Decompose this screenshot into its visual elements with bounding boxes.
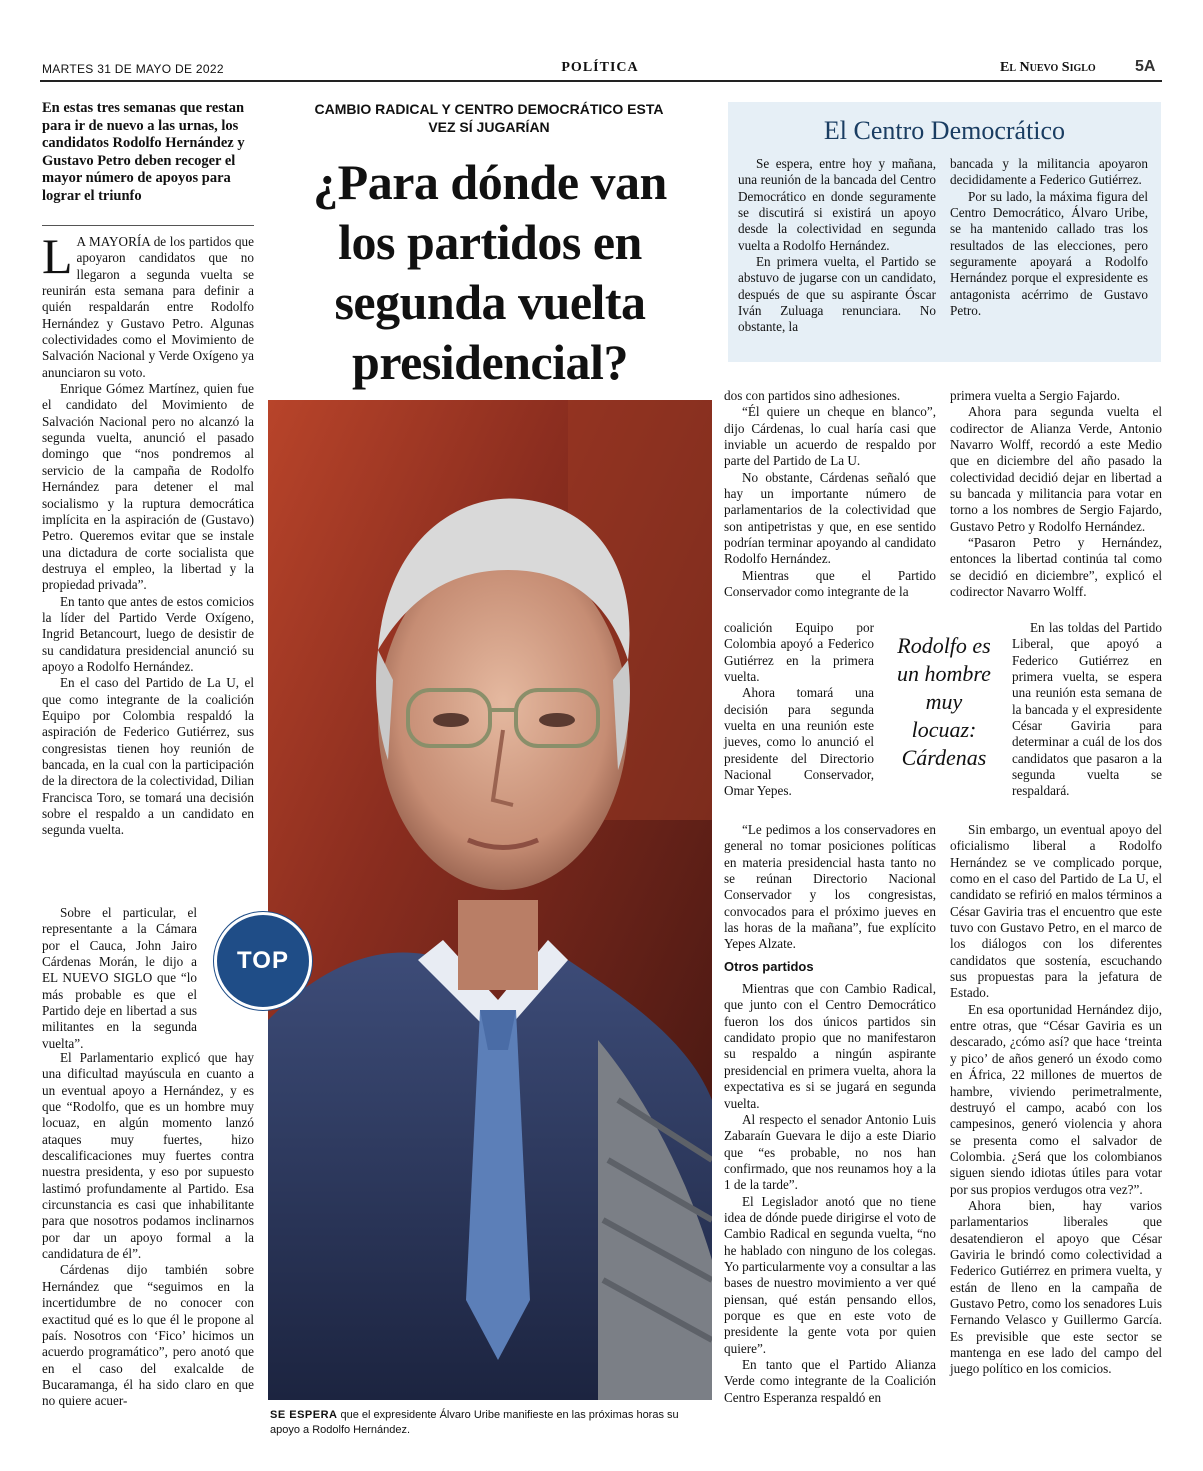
body-paragraph: Sobre el particular, el representante a la Cámara por el Cauca, John Jairo Cárdenas Morán, le dijo a EL NUEVO SIGLO que “lo más probable es que el Partido deje en libertad a sus militantes en la segunda vuelta”. [42,905,197,1051]
caption-label: SE ESPERA [270,1409,338,1421]
body-paragraph: Ahora tomará una decisión para segunda vuelta en una reunión este jueves, como lo anunció el presidente del Directorio Nacional Conservador, Omar Yepes. [724,685,874,799]
sidebar-column-left [738,156,936,336]
sidebar-title: El Centro Democrático [823,116,1066,145]
photo-caption [270,1408,710,1438]
body-paragraph: En las toldas del Partido Liberal, que apoyó a Federico Gutiérrez en primera vuelta, se espera una reunión esta semana de la bancada y el expresidente César Gaviria para determinar a cuál de los dos candidatos que pasaron a la segunda vuelta se respaldará. [1012,620,1162,799]
body-paragraph: Mientras que el Partido Conservador como integrante de la [724,567,936,600]
article-headline: ¿Para dónde van los partidos en segunda vuelta presidencial? [313,154,667,390]
section-name: POLÍTICA [561,60,639,75]
column-3-bottom [724,822,936,1406]
subhead: Otros partidos [724,958,814,974]
portrait-illustration [268,400,712,1400]
top-badge: TOP [214,912,312,1010]
body-paragraph: “Él quiere un cheque en blanco”, dijo Cárdenas, lo cual haría casi que inviable un acuerdo de respaldo por parte del Partido de La U. [724,404,936,469]
column-4-top [950,388,1162,600]
body-paragraph: Se espera, entre hoy y mañana, una reunión de la bancada del Centro Democrático en donde seguramente se discutirá si existirá un apoyo desde la colectividad en segunda vuelta a Rodolfo Hernández. [738,156,936,253]
body-paragraph: Por su lado, la máxima figura del Centro Democrático, Álvaro Uribe, se ha mantenido callado tras los resultados de las elecciones, pero seguramente apoyará a Rodolfo Hernández porque el expresidente es antagonista acérrimo de Gustavo Petro. [950,188,1148,319]
body-paragraph: Sin embargo, un eventual apoyo del oficialismo liberal a Rodolfo Hernández se ve complicado porque, como en el caso del Partido de La U, el candidato se refirió en malos términos a César Gaviria tras el encuentro que este tuvo con Gustavo Petro, en el marco de los diálogos con los diferentes candidatos que sostenía, escuchando sus propuestas para la jefatura de Estado. [950,822,1162,1001]
body-paragraph: Cárdenas dijo también sobre Hernández que “seguimos en la incertidumbre de no conocer con exactitud qué es lo que él le propone al país. Nosotros con ‘Fico’ hicimos un acuerdo programático”, pero anotó que en el caso del exalcalde de Bucaramanga, él ha sido claro en que no quiere acuer- [42,1262,254,1409]
column-4-beside-quote [1012,620,1162,800]
column-1-bottom [42,1050,254,1410]
sidebar-column-right [950,156,1148,319]
body-paragraph: dos con partidos sino adhesiones. [724,388,901,403]
body-paragraph: En esa oportunidad Hernández dijo, entre otras, que “César Gaviria es un descarado, ¿cómo así? que hace ‘treinta y pico’ de años generó un éxodo como en África, 22 millones de muertos de hambre, viviendo perimetralmente, destruyó el campo, acabó con los campesinos, generó violencia y ahora se presenta como el salvador de Colombia. ¿Será que los colombianos siguen siendo idiotas útiles para votar por sus propios verdugos otra vez?”. [950,1001,1162,1197]
page-number: 5A [1135,58,1156,75]
body-paragraph: “Pasaron Petro y Hernández, entonces la libertad continúa tal como se decidió en diciembre”, explicó el codirector Navarro Wolff. [950,535,1162,600]
column-3-beside-quote [724,620,874,800]
column-1-beside-badge [42,905,197,1052]
article-lead: En estas tres semanas que restan para ir de nuevo a las urnas, los candidatos Rodolfo Hernández y Gustavo Petro deben recoger el mayor número de apoyos para lograr el triunfo [42,100,245,204]
body-paragraph: El Legislador anotó que no tiene idea de dónde puede dirigirse el voto de Cambio Radical en segunda vuelta, “no he hablado con ninguno de los colegas. Yo particularmente voy a consultar a las bases de nuestro movimiento a ver qué piensan, qué están pensando ellos, porque es que en este voto de presidente la gente vota por quien quiere”. [724,1193,936,1356]
body-paragraph: coalición Equipo por Colombia apoyó a Federico Gutiérrez en la primera vuelta. [724,620,874,685]
body-paragraph: El Parlamentario explicó que hay una dificultad mayúscula en cuanto a un eventual apoyo a Hernández, y es que “Rodolfo, que es un hombre muy locuaz, en algún momento lanzó ataques muy fuertes, hizo descalificaciones muy fuertes contra nuestra presidenta, y eso por supuesto lastimó profundamente al Partido. Esa circunstancia es casi que inhabilitante para que nosotros podamos inclinarnos por dar un apoyo formal a la candidatura de él”. [42,1050,254,1262]
drop-cap: L [42,228,73,284]
body-paragraph: Ahora bien, hay varios parlamentarios liberales que desatendieron el apoyo que César Gaviria le brindó como colectividad a Federico Gutiérrez en primera vuelta, y están de lleno en la campaña de Gustavo Petro, como los senadores Luis Fernando Velasco y Guillermo García. Es previsible que este sector se mantenga en ese lado del campo del juego político en los comicios. [950,1197,1162,1377]
uribe-photo [268,400,712,1400]
body-paragraph: “Le pedimos a los conservadores en general no tomar posiciones políticas en materia presidencial hasta tanto no se reúnan Directorio Nacional Conservador y los congresistas, convocados para el próximo jueves en las horas de la mañana”, fue explícito Yepes Alzate. [724,822,936,952]
pull-quote: Rodolfo es un hombre muy locuaz: Cárdenas [897,633,991,770]
header-rule [40,80,1162,82]
body-paragraph: bancada y la militancia apoyaron decididamente a Federico Gutiérrez. [950,156,1148,188]
body-paragraph: En el caso del Partido de La U, el que como integrante de la coalición Equipo por Colombia respaldó la aspiración de Federico Gutiérrez, sus congresistas tienen hoy reunión de bancada, en la cual con la participación de la directora de la colectividad, Dilian Francisca Toro, se tomará una decisión sobre el respaldo a un candidato en segunda vuelta. [42,675,254,838]
body-paragraph: No obstante, Cárdenas señaló que hay un importante número de parlamentarios de la colectividad que son antipetristas y que, en ese sentido podrían terminar apoyando al candidato Rodolfo Hernández. [724,469,936,567]
body-paragraph: En tanto que antes de estos comicios la líder del Partido Verde Oxígeno, Ingrid Betancourt, luego de desistir de su candidatura presidencial anunció su apoyo a Rodolfo Hernández. [42,593,254,674]
issue-date: MARTES 31 DE MAYO DE 2022 [42,62,224,76]
body-paragraph: Ahora para segunda vuelta el codirector de Alianza Verde, Antonio Navarro Wolff, recordó a este Medio que en diciembre del año pasado la colectividad decidió dejar en libertad a su bancada y militancia para votar en torno a los nombres de Sergio Fajardo, Gustavo Petro y Rodolfo Hernández. [950,404,1162,534]
body-paragraph: Enrique Gómez Martínez, quien fue el candidato del Movimiento de Salvación Nacional pero no alcanzó la segunda vuelta, anunció el pasado domingo que “nos pondremos al servicio de la campaña de Rodolfo Hernández para detener el mal socialismo y la ruptura democrática implícita en la aspiración de (Gustavo) Petro. Queremos evitar que se instale una dictadura de corte socialista que destruya el empleo, la libertad y la propiedad privada”. [42,381,254,593]
body-paragraph: Mientras que con Cambio Radical, que junto con el Centro Democrático fueron los dos únicos partidos sin candidato propio que no manifestaron su respaldo a ningún aspirante presidencial en primera vuelta, ahora la expectativa es si se jugará en segunda vuelta. [724,981,936,1111]
body-paragraph: primera vuelta a Sergio Fajardo. [950,388,1121,403]
body-paragraph: En tanto que el Partido Alianza Verde como integrante de la Coalición Centro Esperanza respaldó en [724,1357,936,1405]
lead-divider [42,225,254,226]
newspaper-name: El Nuevo Siglo [1000,60,1096,75]
column-4-bottom [950,822,1162,1378]
column-1 [42,228,254,839]
column-3-top [724,388,936,600]
caption-text: que el expresidente Álvaro Uribe manifieste en las próximas horas su apoyo a Rodolfo Hernández. [270,1409,679,1436]
body-paragraph: Al respecto el senador Antonio Luis Zabaraín Guevara le dijo a este Diario que “es probable, no nos han confirmado, que nos reunamos hoy a la 1 de la tarde”. [724,1111,936,1193]
article-kicker: CAMBIO RADICAL Y CENTRO DEMOCRÁTICO ESTA VEZ SÍ JUGARÍAN [314,101,664,135]
body-paragraph: En primera vuelta, el Partido se abstuvo de jugarse con un candidato, después de que su aspirante Óscar Iván Zuluaga renunciara. No obstante, la [738,254,936,335]
body-paragraph: L A MAYORÍA de los partidos que apoyaron candidatos que no llegaron a segunda vuelta se reunirán esta semana para definir a quién respaldarán entre Rodolfo Hernández y Gustavo Petro. Algunas colectividades como el Movimiento de Salvación Nacional y Verde Oxígeno ya anunciaron su voto. [42,228,254,380]
